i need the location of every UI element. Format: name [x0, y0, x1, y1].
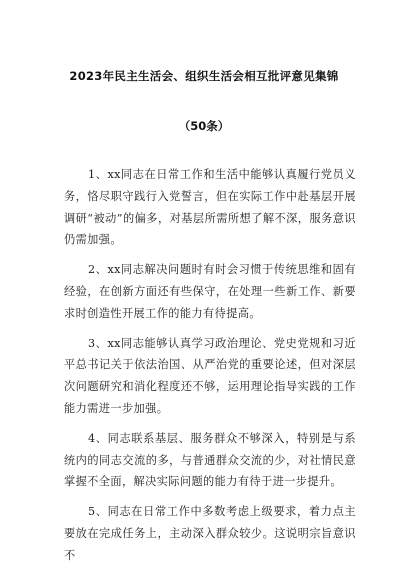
paragraph-4: 4、同志联系基层、服务群众不够深入，特别是与系统内的同志交流的多，与普通群众交流的少，对社情民意掌握不全面，解决实际问题的能力有待于进一步提升。: [64, 431, 356, 489]
paragraph-3: 3、xx同志能够认真学习政治理论、党史党规和习近平总书记关于依法治国、从严治党的重要论述，但对深层次问题研究和消化程度还不够，运用理论指导实践的工作能力需进一步加强。: [64, 336, 356, 415]
document-title: 2023年民主生活会、组织生活会相互批评意见集锦: [69, 69, 339, 83]
document-subtitle: （50条）: [178, 119, 230, 133]
document-body: [64, 164, 356, 575]
paragraph-5: 5、同志在日常工作中多数考虑上级要求，着力点主要放在完成任务上，主动深入群众较少。这说明宗旨意识不: [64, 505, 356, 562]
paragraph-2: 2、xx同志解决问题时有时会习惯于传统思维和固有经验，在创新方面还有些保守，在处理一些新工作、新要求时创造性开展工作的能力有待提高。: [64, 263, 356, 320]
paragraph-1: 1、xx同志在日常工作和生活中能够认真履行党员义务，恪尽职守践行入党誓言，但在实际工作中赴基层开展调研“被动”的偏多，对基层所需所想了解不深，服务意识仍需加强。: [64, 168, 356, 247]
